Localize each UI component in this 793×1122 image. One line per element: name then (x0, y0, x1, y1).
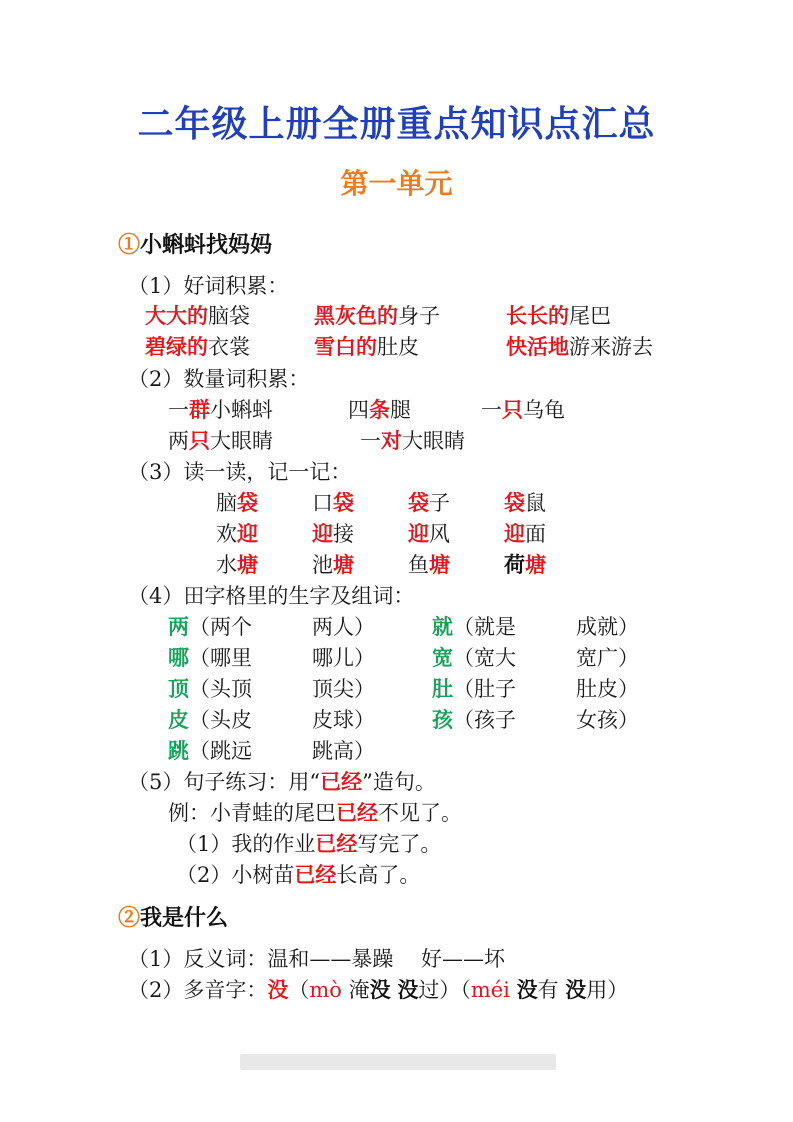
footer-watermark-bar (240, 1054, 556, 1070)
measure-word: 只 (502, 397, 523, 422)
char-word-2: 跳高） (312, 739, 375, 763)
sentence-keyword: 已经 (315, 831, 358, 856)
q5-text: ”造句。 (362, 770, 436, 794)
char-entry (432, 673, 516, 703)
measure-item (348, 394, 411, 424)
measure-noun: 大眼睛 (402, 429, 465, 453)
word-part: 淹 (341, 978, 370, 1002)
read-word (312, 518, 354, 548)
measure-noun: 乌龟 (523, 398, 565, 422)
measure-item (360, 425, 465, 455)
char-word: （头皮 (189, 708, 252, 732)
char-entry (168, 673, 252, 703)
page-title: 二年级上册全册重点知识点汇总 (137, 103, 656, 145)
read-highlight: 迎 (504, 521, 525, 546)
read-word (312, 549, 354, 579)
question-1: （1）好词积累： (128, 274, 289, 298)
word-highlight: 黑灰色的 (314, 303, 398, 328)
question-3: （3）读一读，记一记： (128, 460, 352, 484)
read-word (504, 549, 546, 579)
example-sentence (168, 797, 462, 827)
sentence-text: 长高了。 (336, 863, 421, 887)
paren: （ (288, 978, 310, 1002)
section-number: ① (118, 232, 141, 258)
word-rest: 尾巴 (569, 304, 611, 328)
word-rest: 肚皮 (377, 335, 419, 359)
sentence-text: 写完了。 (357, 832, 442, 856)
section-title: 我是什么 (140, 905, 229, 931)
measure-prefix: 一 (360, 429, 381, 453)
word-part: 有 (537, 978, 566, 1002)
read-highlight: 迎 (237, 521, 258, 546)
char-entry (168, 735, 252, 765)
word-keyword: 没 (516, 977, 538, 1002)
polyphone-label: （2）多音字： (128, 978, 268, 1002)
char-word-2: 女孩） (576, 708, 639, 732)
read-part: 池 (312, 553, 333, 577)
word-highlight: 快活地 (506, 334, 569, 359)
read-word (216, 549, 258, 579)
new-char: 哪 (168, 645, 189, 670)
read-word (408, 487, 450, 517)
new-char: 孩 (432, 707, 453, 732)
read-highlight: 袋 (504, 490, 525, 515)
read-highlight: 迎 (312, 521, 333, 546)
word-item (314, 300, 440, 330)
measure-word: 条 (369, 397, 390, 422)
read-part: 欢 (216, 522, 237, 546)
measure-prefix: 四 (348, 398, 369, 422)
word-rest: 衣裳 (208, 335, 250, 359)
sentence-keyword: 已经 (294, 862, 337, 887)
char-word-2: 两人） (312, 615, 375, 639)
measure-word: 群 (189, 397, 210, 422)
section-title: 小蝌蚪找妈妈 (140, 232, 273, 258)
read-highlight: 袋 (408, 490, 429, 515)
measure-item (168, 394, 273, 424)
section-number: ② (118, 905, 141, 931)
word-part (510, 978, 517, 1002)
measure-word: 只 (189, 428, 210, 453)
char-entry (432, 642, 516, 672)
measure-noun: 腿 (390, 398, 411, 422)
char-word-2: 皮球） (312, 708, 375, 732)
word-rest: 身子 (398, 304, 440, 328)
read-word (216, 487, 258, 517)
new-char: 就 (432, 614, 453, 639)
practice-sentence-1 (176, 828, 441, 858)
read-word (312, 487, 354, 517)
char-word-2: 顶尖） (312, 677, 375, 701)
read-highlight: 塘 (525, 552, 546, 577)
word-item (145, 331, 250, 361)
word-highlight: 长长的 (506, 303, 569, 328)
sentence-text: 不见了。 (378, 801, 462, 825)
polyphone-char: 没 (267, 977, 289, 1002)
word-highlight: 雪白的 (314, 334, 377, 359)
char-word: （跳远 (189, 739, 252, 763)
char-word: （哪里 (189, 646, 252, 670)
read-part: 子 (429, 491, 450, 515)
read-highlight: 塘 (237, 552, 258, 577)
sentence-text: 例：小青蛙的尾巴 (168, 801, 336, 825)
read-word (408, 518, 450, 548)
unit-heading: 第一单元 (340, 167, 453, 200)
section-heading-2 (118, 901, 228, 932)
char-word-2: 哪儿） (312, 646, 375, 670)
measure-prefix: 一 (481, 398, 502, 422)
measure-word: 对 (381, 428, 402, 453)
read-part: 鱼 (408, 553, 429, 577)
read-highlight: 塘 (429, 552, 450, 577)
char-word-2: 宽广） (576, 646, 639, 670)
word-rest: 脑袋 (208, 304, 250, 328)
word-item (145, 300, 250, 330)
measure-item (481, 394, 565, 424)
measure-item (168, 425, 273, 455)
char-word: （孩子 (453, 708, 516, 732)
read-part: 水 (216, 553, 237, 577)
char-entry (432, 611, 516, 641)
new-char: 宽 (432, 645, 453, 670)
char-entry (168, 611, 252, 641)
read-highlight: 迎 (408, 521, 429, 546)
new-char: 跳 (168, 738, 189, 763)
char-word: （肚子 (453, 677, 516, 701)
sentence-text: （2）小树苗 (176, 863, 295, 887)
read-part: 脑 (216, 491, 237, 515)
new-char: 顶 (168, 676, 189, 701)
char-entry (168, 642, 252, 672)
read-word (504, 487, 546, 517)
section-heading-1 (118, 228, 272, 259)
char-word: （两个 (189, 615, 252, 639)
question-2: （2）数量词积累： (128, 367, 310, 391)
pinyin: mò (309, 978, 342, 1002)
practice-sentence-2 (176, 859, 420, 889)
read-word (216, 518, 258, 548)
read-highlight: 袋 (237, 490, 258, 515)
char-word: （宽大 (453, 646, 516, 670)
read-part: 面 (525, 522, 546, 546)
char-word-2: 成就） (576, 615, 639, 639)
new-char: 两 (168, 614, 189, 639)
word-part: 过） (418, 978, 461, 1002)
read-word (504, 518, 546, 548)
measure-noun: 小蝌蚪 (210, 398, 273, 422)
char-entry (432, 704, 516, 734)
char-entry (168, 704, 252, 734)
word-rest: 游来游去 (569, 335, 653, 359)
word-item (506, 331, 653, 361)
word-highlight: 碧绿的 (145, 334, 208, 359)
measure-prefix: 一 (168, 398, 189, 422)
new-char: 皮 (168, 707, 189, 732)
char-word: （就是 (453, 615, 516, 639)
q5-text: （5）句子练习：用“ (128, 770, 321, 794)
sentence-keyword: 已经 (336, 800, 378, 825)
read-part: 接 (333, 522, 354, 546)
read-part: 口 (312, 491, 333, 515)
word-keyword: 没 (369, 977, 391, 1002)
new-char: 肚 (432, 676, 453, 701)
read-part: 鼠 (525, 491, 546, 515)
read-part: 荷 (504, 552, 525, 577)
question-5 (128, 766, 436, 796)
antonyms-line: （1）反义词：温和——暴躁 好——坏 (128, 947, 506, 971)
word-highlight: 大大的 (145, 303, 208, 328)
q5-keyword: 已经 (320, 769, 363, 794)
word-keyword: 没 (565, 977, 587, 1002)
paren: （ (460, 978, 471, 1002)
sentence-text: （1）我的作业 (176, 832, 316, 856)
char-word: （头顶 (189, 677, 252, 701)
pinyin: méi (470, 978, 510, 1002)
question-4: （4）田字格里的生字及组词： (128, 584, 415, 608)
read-word (408, 549, 450, 579)
read-highlight: 塘 (333, 552, 354, 577)
read-part: 风 (429, 522, 450, 546)
word-part: 用） (586, 978, 629, 1002)
measure-noun: 大眼睛 (210, 429, 273, 453)
measure-prefix: 两 (168, 429, 189, 453)
word-item (314, 331, 419, 361)
word-keyword: 没 (397, 977, 419, 1002)
char-word-2: 肚皮） (576, 677, 639, 701)
read-highlight: 袋 (333, 490, 354, 515)
polyphone-line (128, 974, 628, 1004)
word-item (506, 300, 611, 330)
